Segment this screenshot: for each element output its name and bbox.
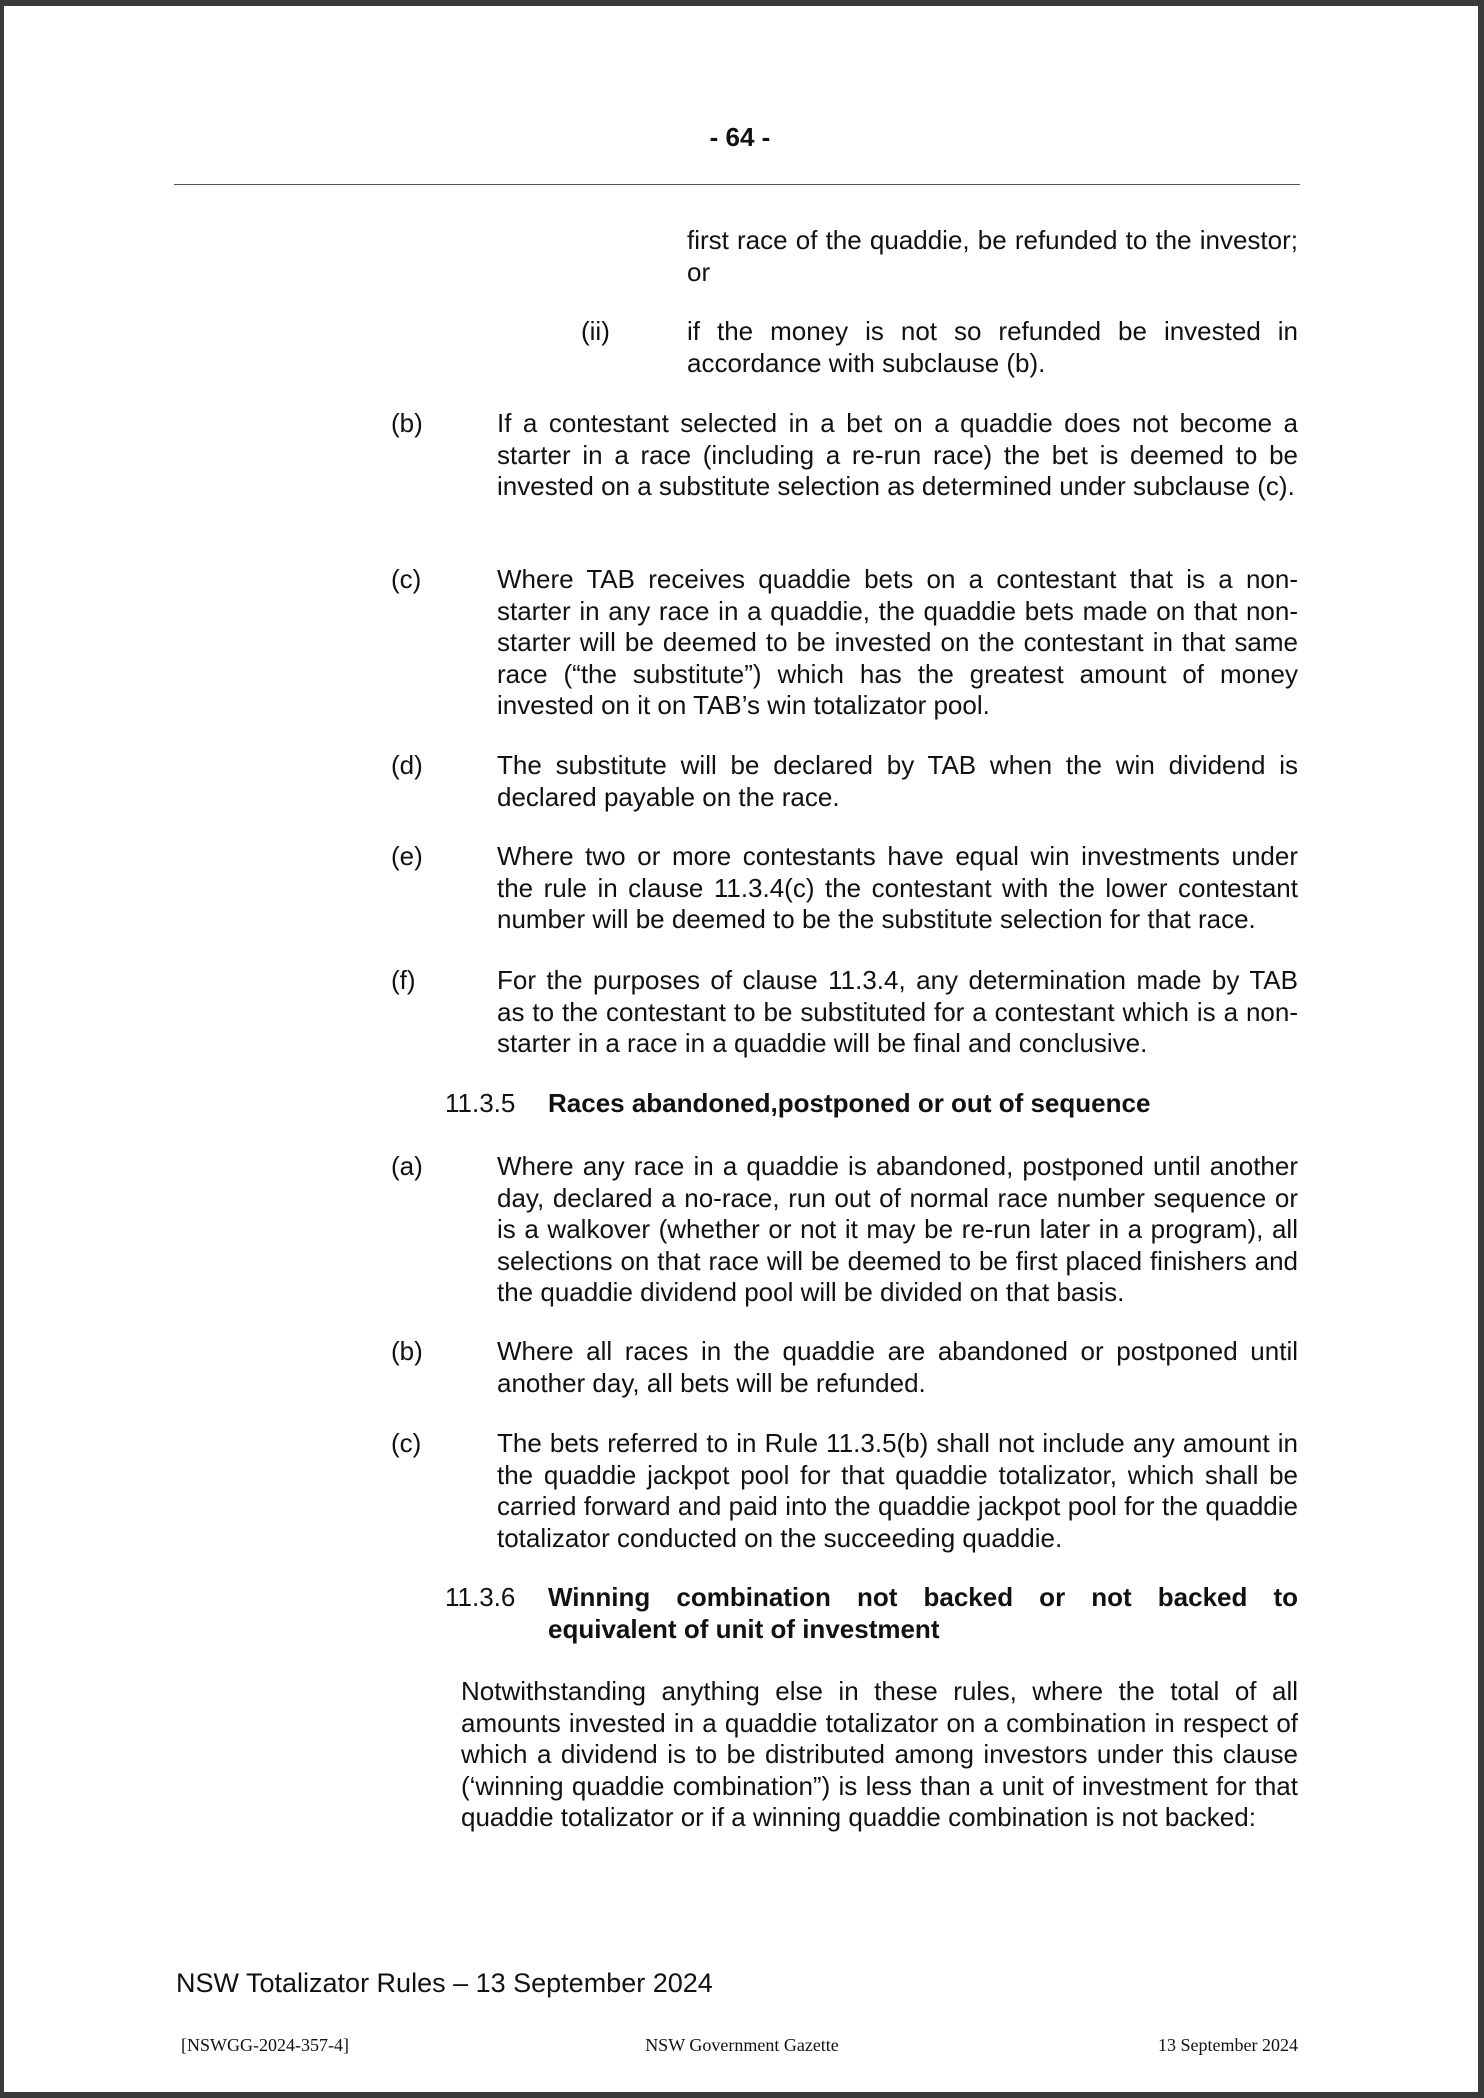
header-rule bbox=[174, 184, 1300, 185]
section-1135-number: 11.3.5 bbox=[445, 1088, 516, 1118]
footer-reference: [NSWGG-2024-357-4] bbox=[181, 2035, 349, 2055]
clause-1134-e-label: (e) bbox=[391, 841, 423, 871]
footer-date: 13 September 2024 bbox=[1158, 2035, 1298, 2055]
clause-1135-c-label: (c) bbox=[391, 1428, 422, 1458]
clause-1134-c-text: Where TAB receives quaddie bets on a contestant that is a non-starter in any race in a quaddie, the quaddie bets made on that non-starter will be deemed to be invested on the contestant in that same race (“the substitute”) which has the greatest amount of money invested on it on TAB’s win totalizator pool. bbox=[497, 564, 1298, 720]
clause-1135-a-text: Where any race in a quaddie is abandoned, postponed until another day, declared a no-race, run out of normal race number sequence or is a walkover (whether or not it may be re-run later in a program), all selections on that race will be deemed to be first placed finishers and the quaddie dividend pool will be divided on that basis. bbox=[497, 1151, 1298, 1307]
clause-1135-b-text: Where all races in the quaddie are abandoned or postponed until another day, all bets will be refunded. bbox=[497, 1336, 1298, 1398]
clause-1134-d-label: (d) bbox=[391, 750, 423, 780]
page-number: - 64 - bbox=[709, 122, 771, 152]
clause-1134-c-label: (c) bbox=[391, 564, 422, 594]
item-ii-text: if the money is not so refunded be invested in accordance with subclause (b). bbox=[687, 316, 1298, 378]
section-1136-number: 11.3.6 bbox=[445, 1582, 516, 1612]
clause-1134-f-text: For the purposes of clause 11.3.4, any determination made by TAB as to the contestant to be substituted for a contestant which is a non-starter in a race in a quaddie will be final and conclusive. bbox=[497, 965, 1298, 1058]
clause-1134-e-text: Where two or more contestants have equal win investments under the rule in clause 11.3.4(c) the contestant with the lower contestant number will be deemed to be the substitute selection for that race. bbox=[497, 841, 1298, 934]
footer-title: NSW Totalizator Rules – 13 September 2024 bbox=[176, 1968, 713, 1998]
section-1136-title: Winning combination not backed or not backed to equivalent of unit of investment bbox=[548, 1582, 1298, 1644]
section-1135-title: Races abandoned,postponed or out of sequence bbox=[548, 1088, 1151, 1118]
clause-1134-d-text: The substitute will be declared by TAB when the win dividend is declared payable on the race. bbox=[497, 750, 1298, 812]
footer-gazette: NSW Government Gazette bbox=[645, 2035, 839, 2055]
section-1136-paragraph: Notwithstanding anything else in these rules, where the total of all amounts invested in a quaddie totalizator on a combination in respect of which a dividend is to be distributed among investors under this clause (‘winning quaddie combination”) is less than a unit of investment for that quaddie totalizator or if a winning quaddie combination is not backed: bbox=[461, 1676, 1298, 1832]
clause-1134-f-label: (f) bbox=[391, 965, 416, 995]
item-ii-label: (ii) bbox=[581, 316, 610, 346]
clause-1135-c-text: The bets referred to in Rule 11.3.5(b) shall not include any amount in the quaddie jackpot pool for that quaddie totalizator, which shall be carried forward and paid into the quaddie jackpot pool for the quaddie totalizator conducted on the succeeding quaddie. bbox=[497, 1428, 1298, 1553]
clause-1135-b-label: (b) bbox=[391, 1336, 423, 1366]
item-i-continuation: first race of the quaddie, be refunded to the investor; or bbox=[687, 225, 1298, 287]
clause-1134-b-text: If a contestant selected in a bet on a quaddie does not become a starter in a race (including a re-run race) the bet is deemed to be invested on a substitute selection as determined under subclause (c). bbox=[497, 408, 1298, 501]
clause-1135-a-label: (a) bbox=[391, 1151, 423, 1181]
clause-1134-b-label: (b) bbox=[391, 408, 423, 438]
